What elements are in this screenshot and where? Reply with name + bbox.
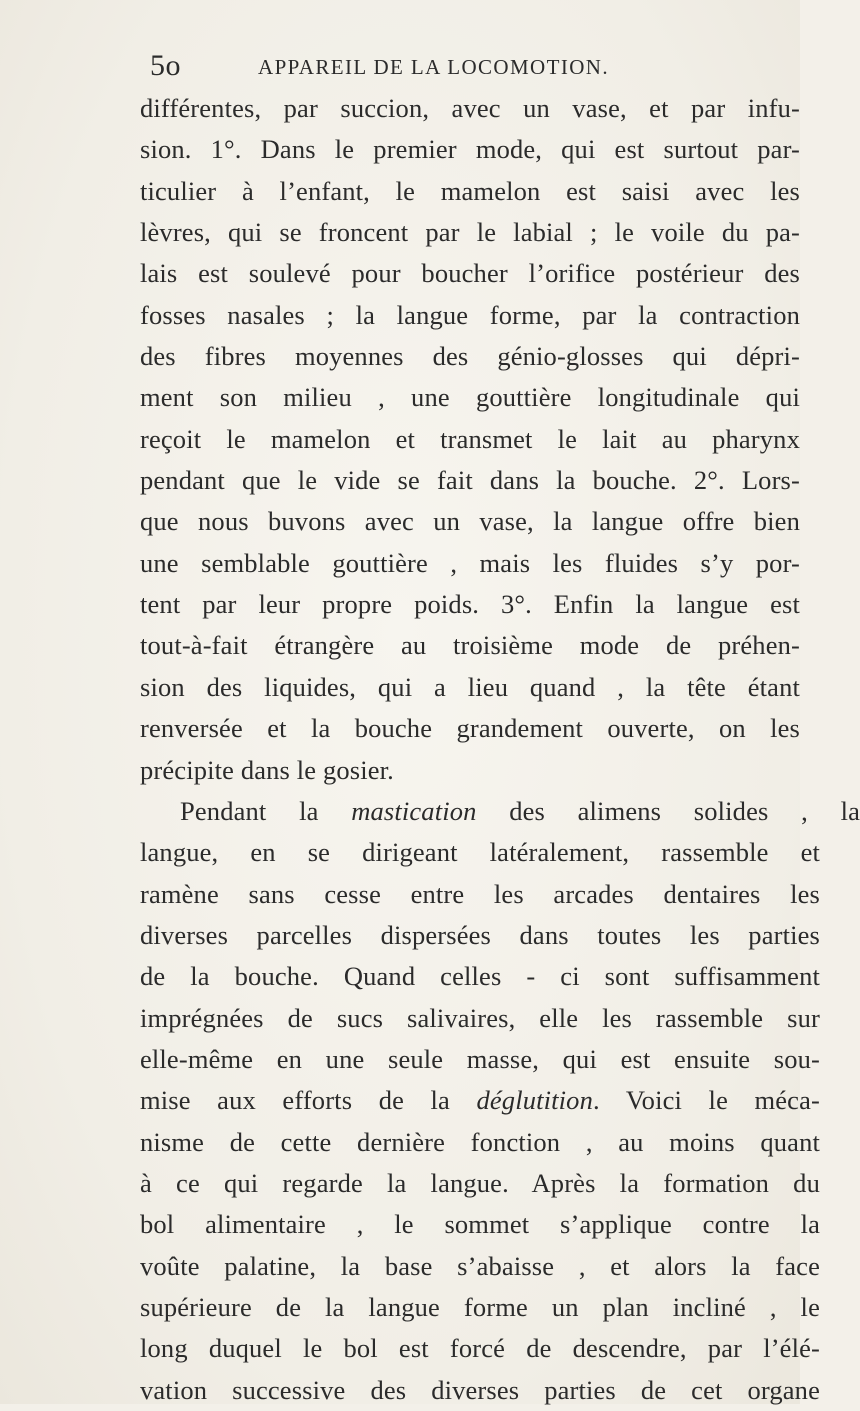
text-line: elle-même en une seule masse, qui est ensuite sou- bbox=[140, 1043, 820, 1074]
text-line: une semblable gouttière , mais les fluides s’y por- bbox=[140, 547, 800, 578]
body-text bbox=[140, 88, 860, 1405]
text-line: vation successive des diverses parties de cet organe bbox=[140, 1374, 820, 1405]
text-line: reçoit le mamelon et transmet le lait au pharynx bbox=[140, 423, 800, 454]
text-line: diverses parcelles dispersées dans toutes les parties bbox=[140, 919, 820, 950]
text-line: de la bouche. Quand celles - ci sont suffisamment bbox=[140, 961, 820, 992]
text-line: pendant que le vide se fait dans la bouche. 2°. Lors- bbox=[140, 465, 800, 496]
text-line: tout-à-fait étrangère au troisième mode de préhen- bbox=[140, 630, 800, 661]
text-line bbox=[140, 791, 860, 832]
text-line: des fibres moyennes des génio-glosses qui dépri- bbox=[140, 341, 800, 372]
text-line: ment son milieu , une gouttière longitudinale qui bbox=[140, 382, 800, 413]
running-head: APPAREIL DE LA LOCOMOTION. bbox=[258, 55, 610, 79]
text-span: mise aux efforts de la bbox=[140, 1085, 477, 1116]
italic-term-mastication: mastication bbox=[351, 795, 477, 826]
text-line: bol alimentaire , le sommet s’applique contre la bbox=[140, 1209, 820, 1240]
text-line: voûte palatine, la base s’abaisse , et alors la face bbox=[140, 1250, 820, 1281]
text-span: Pendant la bbox=[180, 795, 352, 826]
text-line: imprégnées de sucs salivaires, elle les rassemble sur bbox=[140, 1002, 820, 1033]
text-line: à ce qui regarde la langue. Après la formation du bbox=[140, 1167, 820, 1198]
text-line: que nous buvons avec un vase, la langue offre bien bbox=[140, 506, 800, 537]
text-line: différentes, par succion, avec un vase, et par infu- bbox=[140, 93, 800, 123]
text-line: long duquel le bol est forcé de descendre, par l’élé- bbox=[140, 1333, 820, 1364]
text-line: lèvres, qui se froncent par le labial ; le voile du pa- bbox=[140, 217, 800, 248]
text-line bbox=[140, 1080, 820, 1121]
text-line: ramène sans cesse entre les arcades dentaires les bbox=[140, 878, 820, 909]
text-line: sion. 1°. Dans le premier mode, qui est surtout par- bbox=[140, 134, 800, 165]
text-line: langue, en se dirigeant latéralement, rassemble et bbox=[140, 837, 820, 868]
page-header bbox=[150, 48, 710, 84]
text-line: sion des liquides, qui a lieu quand , la tête étant bbox=[140, 671, 800, 702]
text-line: précipite dans le gosier. bbox=[140, 754, 394, 785]
text-line: tent par leur propre poids. 3°. Enfin la langue est bbox=[140, 589, 800, 620]
text-line: ticulier à l’enfant, le mamelon est saisi avec les bbox=[140, 175, 800, 206]
text-line: supérieure de la langue forme un plan incliné , le bbox=[140, 1291, 820, 1322]
text-span: . Voici le méca- bbox=[592, 1085, 820, 1116]
text-line: nisme de cette dernière fonction , au moins quant bbox=[140, 1126, 820, 1157]
text-line: fosses nasales ; la langue forme, par la contraction bbox=[140, 299, 800, 330]
text-span: des alimens solides , la bbox=[476, 795, 860, 826]
italic-term-deglutition: déglutition bbox=[476, 1085, 593, 1116]
text-line: renversée et la bouche grandement ouverte, on les bbox=[140, 713, 800, 744]
text-line: lais est soulevé pour boucher l’orifice postérieur des bbox=[140, 258, 800, 289]
page-number: 5o bbox=[150, 49, 181, 82]
